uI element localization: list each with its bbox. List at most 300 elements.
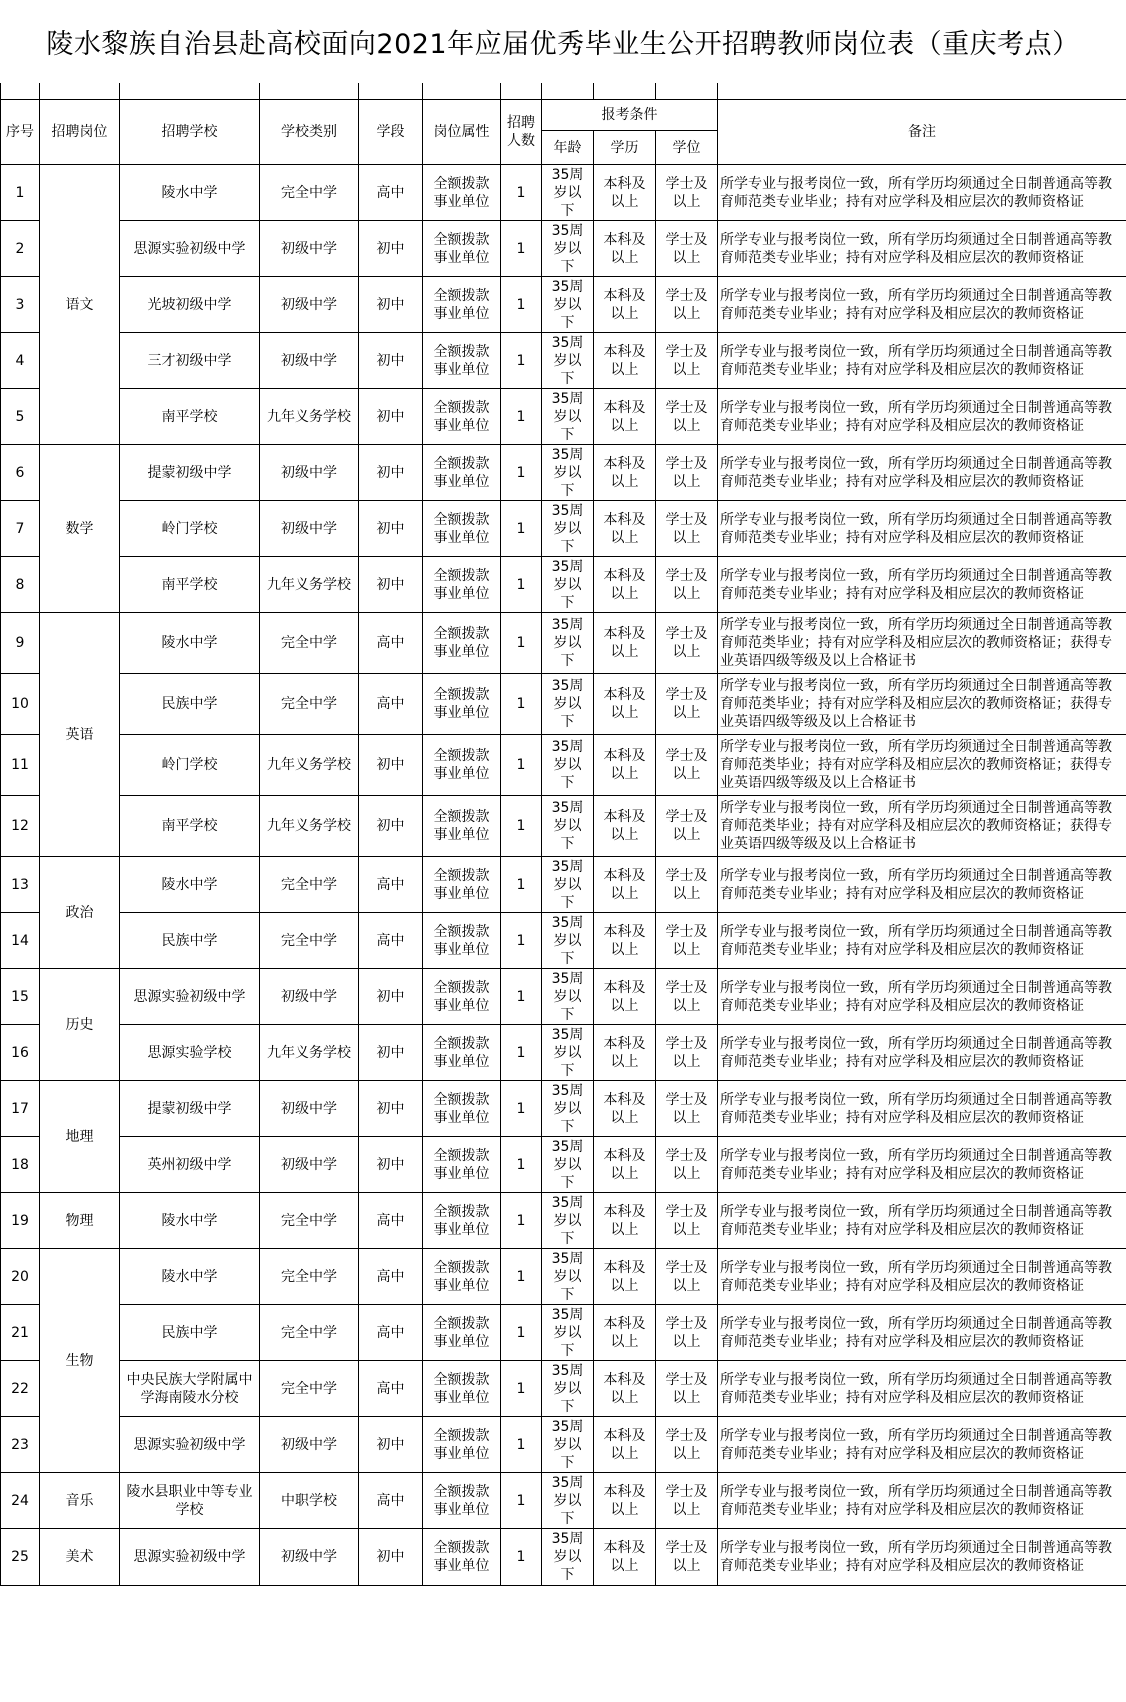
cell-attr: 全额拨款事业单位 — [423, 735, 501, 796]
cell-age: 35周岁以下 — [542, 735, 594, 796]
cell-school-type: 初级中学 — [260, 501, 359, 557]
cell-school-type: 完全中学 — [260, 913, 359, 969]
cell-remark: 所学专业与报考岗位一致，所有学历均须通过全日制普通高等教育师范类专业毕业；持有对应学科及相应层次的教师资格证 — [718, 1025, 1126, 1081]
cell-post: 音乐 — [40, 1473, 120, 1529]
cell-age: 35周岁以下 — [542, 277, 594, 333]
cell-school: 光坡初级中学 — [120, 277, 260, 333]
table-row — [1, 969, 1126, 1025]
cell-school-type: 完全中学 — [260, 165, 359, 221]
cell-attr: 全额拨款事业单位 — [423, 1529, 501, 1586]
header-edu: 学历 — [594, 131, 656, 165]
cell-edu: 本科及以上 — [594, 1417, 656, 1473]
cell-school-type: 初级中学 — [260, 969, 359, 1025]
cell-attr: 全额拨款事业单位 — [423, 913, 501, 969]
cell-seq: 9 — [1, 613, 40, 674]
cell-seq: 20 — [1, 1249, 40, 1305]
cell-remark: 所学专业与报考岗位一致，所有学历均须通过全日制普通高等教育师范类专业毕业；持有对应学科及相应层次的教师资格证 — [718, 501, 1126, 557]
cell-school-type: 完全中学 — [260, 613, 359, 674]
cell-remark: 所学专业与报考岗位一致，所有学历均须通过全日制普通高等教育师范类专业毕业；持有对应学科及相应层次的教师资格证 — [718, 969, 1126, 1025]
cell-post: 生物 — [40, 1249, 120, 1473]
cell-remark: 所学专业与报考岗位一致，所有学历均须通过全日制普通高等教育师范类专业毕业；持有对应学科及相应层次的教师资格证 — [718, 1417, 1126, 1473]
cell-school-type: 完全中学 — [260, 1361, 359, 1417]
cell-age: 35周岁以下 — [542, 1529, 594, 1586]
cell-attr: 全额拨款事业单位 — [423, 1193, 501, 1249]
cell-edu: 本科及以上 — [594, 1081, 656, 1137]
table-body — [1, 165, 1126, 1586]
cell-school-type: 初级中学 — [260, 221, 359, 277]
cell-remark: 所学专业与报考岗位一致，所有学历均须通过全日制普通高等教育师范类专业毕业；持有对应学科及相应层次的教师资格证 — [718, 1249, 1126, 1305]
cell-edu: 本科及以上 — [594, 165, 656, 221]
cell-attr: 全额拨款事业单位 — [423, 1137, 501, 1193]
cell-edu: 本科及以上 — [594, 1529, 656, 1586]
cell-level: 初中 — [359, 277, 423, 333]
cell-level: 高中 — [359, 674, 423, 735]
cell-seq: 4 — [1, 333, 40, 389]
table-row — [1, 165, 1126, 221]
cell-remark: 所学专业与报考岗位一致，所有学历均须通过全日制普通高等教育师范类专业毕业；持有对应学科及相应层次的教师资格证 — [718, 1081, 1126, 1137]
cell-degree: 学士及以上 — [656, 857, 718, 913]
cell-school-type: 九年义务学校 — [260, 389, 359, 445]
cell-edu: 本科及以上 — [594, 1137, 656, 1193]
cell-school-type: 初级中学 — [260, 1081, 359, 1137]
cell-edu: 本科及以上 — [594, 1249, 656, 1305]
cell-age: 35周岁以下 — [542, 1417, 594, 1473]
cell-school-type: 完全中学 — [260, 1305, 359, 1361]
cell-edu: 本科及以上 — [594, 913, 656, 969]
cell-attr: 全额拨款事业单位 — [423, 674, 501, 735]
cell-school: 英州初级中学 — [120, 1137, 260, 1193]
cell-count: 1 — [501, 1249, 542, 1305]
cell-school-type: 中职学校 — [260, 1473, 359, 1529]
cell-post: 地理 — [40, 1081, 120, 1193]
cell-remark: 所学专业与报考岗位一致，所有学历均须通过全日制普通高等教育师范类专业毕业；持有对应学科及相应层次的教师资格证 — [718, 1305, 1126, 1361]
cell-level: 高中 — [359, 857, 423, 913]
table-row — [1, 1137, 1126, 1193]
cell-age: 35周岁以下 — [542, 1305, 594, 1361]
cell-post: 美术 — [40, 1529, 120, 1586]
cell-attr: 全额拨款事业单位 — [423, 796, 501, 857]
cell-count: 1 — [501, 857, 542, 913]
table-row — [1, 1529, 1126, 1586]
header-post: 招聘岗位 — [40, 100, 120, 165]
cell-count: 1 — [501, 1305, 542, 1361]
cell-edu: 本科及以上 — [594, 1025, 656, 1081]
cell-remark: 所学专业与报考岗位一致，所有学历均须通过全日制普通高等教育师范类专业毕业；持有对应学科及相应层次的教师资格证 — [718, 1361, 1126, 1417]
cell-seq: 24 — [1, 1473, 40, 1529]
cell-degree: 学士及以上 — [656, 1025, 718, 1081]
cell-school-type: 九年义务学校 — [260, 735, 359, 796]
cell-edu: 本科及以上 — [594, 857, 656, 913]
cell-age: 35周岁以下 — [542, 1193, 594, 1249]
cell-count: 1 — [501, 333, 542, 389]
cell-attr: 全额拨款事业单位 — [423, 221, 501, 277]
table-row — [1, 389, 1126, 445]
cell-attr: 全额拨款事业单位 — [423, 333, 501, 389]
cell-seq: 1 — [1, 165, 40, 221]
cell-degree: 学士及以上 — [656, 1417, 718, 1473]
cell-count: 1 — [501, 796, 542, 857]
header-school: 招聘学校 — [120, 100, 260, 165]
cell-attr: 全额拨款事业单位 — [423, 1473, 501, 1529]
cell-degree: 学士及以上 — [656, 277, 718, 333]
cell-attr: 全额拨款事业单位 — [423, 1417, 501, 1473]
cell-remark: 所学专业与报考岗位一致，所有学历均须通过全日制普通高等教育师范类专业毕业；持有对应学科及相应层次的教师资格证 — [718, 333, 1126, 389]
cell-remark: 所学专业与报考岗位一致，所有学历均须通过全日制普通高等教育师范类专业毕业；持有对应学科及相应层次的教师资格证 — [718, 1193, 1126, 1249]
cell-degree: 学士及以上 — [656, 969, 718, 1025]
cell-edu: 本科及以上 — [594, 674, 656, 735]
cell-count: 1 — [501, 735, 542, 796]
cell-age: 35周岁以下 — [542, 1249, 594, 1305]
cell-level: 初中 — [359, 389, 423, 445]
table-row — [1, 796, 1126, 857]
header-conditions: 报考条件 — [542, 100, 718, 131]
cell-degree: 学士及以上 — [656, 913, 718, 969]
cell-edu: 本科及以上 — [594, 969, 656, 1025]
header-seq: 序号 — [1, 100, 40, 165]
cell-level: 初中 — [359, 557, 423, 613]
cell-post: 物理 — [40, 1193, 120, 1249]
cell-school: 民族中学 — [120, 913, 260, 969]
cell-school: 陵水中学 — [120, 165, 260, 221]
cell-school: 思源实验初级中学 — [120, 1417, 260, 1473]
header-level: 学段 — [359, 100, 423, 165]
cell-school: 南平学校 — [120, 389, 260, 445]
cell-level: 初中 — [359, 1137, 423, 1193]
cell-seq: 14 — [1, 913, 40, 969]
cell-age: 35周岁以下 — [542, 796, 594, 857]
cell-remark: 所学专业与报考岗位一致，所有学历均须通过全日制普通高等教育师范类专业毕业；持有对应学科及相应层次的教师资格证 — [718, 1137, 1126, 1193]
cell-level: 高中 — [359, 1305, 423, 1361]
cell-attr: 全额拨款事业单位 — [423, 445, 501, 501]
cell-count: 1 — [501, 1473, 542, 1529]
cell-seq: 15 — [1, 969, 40, 1025]
cell-remark: 所学专业与报考岗位一致，所有学历均须通过全日制普通高等教育师范类专业毕业；持有对应学科及相应层次的教师资格证 — [718, 165, 1126, 221]
header-age: 年龄 — [542, 131, 594, 165]
cell-edu: 本科及以上 — [594, 1473, 656, 1529]
cell-degree: 学士及以上 — [656, 796, 718, 857]
cell-school: 民族中学 — [120, 1305, 260, 1361]
cell-age: 35周岁以下 — [542, 1137, 594, 1193]
cell-post: 历史 — [40, 969, 120, 1081]
table-row — [1, 735, 1126, 796]
table-row — [1, 1081, 1126, 1137]
cell-age: 35周岁以下 — [542, 501, 594, 557]
cell-seq: 10 — [1, 674, 40, 735]
cell-school-type: 初级中学 — [260, 1137, 359, 1193]
cell-degree: 学士及以上 — [656, 1305, 718, 1361]
header-band — [1, 83, 1126, 100]
cell-school-type: 九年义务学校 — [260, 796, 359, 857]
table-row — [1, 1193, 1126, 1249]
cell-count: 1 — [501, 277, 542, 333]
cell-remark: 所学专业与报考岗位一致，所有学历均须通过全日制普通高等教育师范类专业毕业；持有对应学科及相应层次的教师资格证 — [718, 277, 1126, 333]
cell-school-type: 初级中学 — [260, 1417, 359, 1473]
cell-count: 1 — [501, 221, 542, 277]
cell-school: 陵水中学 — [120, 1249, 260, 1305]
cell-age: 35周岁以下 — [542, 674, 594, 735]
cell-seq: 11 — [1, 735, 40, 796]
cell-attr: 全额拨款事业单位 — [423, 857, 501, 913]
cell-post: 英语 — [40, 613, 120, 857]
cell-attr: 全额拨款事业单位 — [423, 1081, 501, 1137]
cell-school: 提蒙初级中学 — [120, 445, 260, 501]
cell-count: 1 — [501, 674, 542, 735]
cell-level: 高中 — [359, 613, 423, 674]
cell-count: 1 — [501, 1361, 542, 1417]
cell-school: 三才初级中学 — [120, 333, 260, 389]
cell-remark: 所学专业与报考岗位一致，所有学历均须通过全日制普通高等教育师范类毕业；持有对应学科及相应层次的教师资格证；获得专业英语四级等级及以上合格证书 — [718, 674, 1126, 735]
cell-age: 35周岁以下 — [542, 857, 594, 913]
cell-level: 高中 — [359, 1473, 423, 1529]
cell-seq: 19 — [1, 1193, 40, 1249]
cell-degree: 学士及以上 — [656, 221, 718, 277]
cell-school: 岭门学校 — [120, 735, 260, 796]
cell-count: 1 — [501, 445, 542, 501]
cell-level: 初中 — [359, 221, 423, 277]
cell-age: 35周岁以下 — [542, 913, 594, 969]
cell-age: 35周岁以下 — [542, 1473, 594, 1529]
cell-age: 35周岁以下 — [542, 1081, 594, 1137]
cell-count: 1 — [501, 913, 542, 969]
cell-seq: 21 — [1, 1305, 40, 1361]
cell-school: 陵水中学 — [120, 613, 260, 674]
cell-school: 提蒙初级中学 — [120, 1081, 260, 1137]
cell-school-type: 九年义务学校 — [260, 557, 359, 613]
cell-attr: 全额拨款事业单位 — [423, 389, 501, 445]
cell-post: 政治 — [40, 857, 120, 969]
cell-age: 35周岁以下 — [542, 221, 594, 277]
cell-seq: 13 — [1, 857, 40, 913]
table-row — [1, 333, 1126, 389]
cell-seq: 23 — [1, 1417, 40, 1473]
cell-count: 1 — [501, 165, 542, 221]
cell-count: 1 — [501, 1417, 542, 1473]
cell-count: 1 — [501, 969, 542, 1025]
cell-school: 陵水县职业中等专业学校 — [120, 1473, 260, 1529]
cell-level: 初中 — [359, 796, 423, 857]
recruitment-table — [0, 83, 1126, 1586]
cell-attr: 全额拨款事业单位 — [423, 277, 501, 333]
header-attr: 岗位属性 — [423, 100, 501, 165]
cell-edu: 本科及以上 — [594, 1305, 656, 1361]
cell-level: 初中 — [359, 1529, 423, 1586]
cell-degree: 学士及以上 — [656, 1081, 718, 1137]
table-row — [1, 1417, 1126, 1473]
cell-age: 35周岁以下 — [542, 613, 594, 674]
cell-attr: 全额拨款事业单位 — [423, 613, 501, 674]
cell-count: 1 — [501, 1137, 542, 1193]
cell-school: 南平学校 — [120, 557, 260, 613]
cell-school-type: 完全中学 — [260, 674, 359, 735]
cell-level: 高中 — [359, 913, 423, 969]
cell-school: 南平学校 — [120, 796, 260, 857]
cell-count: 1 — [501, 1081, 542, 1137]
cell-degree: 学士及以上 — [656, 389, 718, 445]
cell-level: 高中 — [359, 1193, 423, 1249]
cell-edu: 本科及以上 — [594, 221, 656, 277]
cell-degree: 学士及以上 — [656, 735, 718, 796]
cell-count: 1 — [501, 613, 542, 674]
cell-degree: 学士及以上 — [656, 1193, 718, 1249]
cell-level: 高中 — [359, 1361, 423, 1417]
cell-school: 思源实验初级中学 — [120, 1529, 260, 1586]
cell-seq: 12 — [1, 796, 40, 857]
header-remark: 备注 — [718, 100, 1126, 165]
cell-edu: 本科及以上 — [594, 735, 656, 796]
cell-edu: 本科及以上 — [594, 333, 656, 389]
cell-attr: 全额拨款事业单位 — [423, 1025, 501, 1081]
cell-level: 初中 — [359, 1081, 423, 1137]
cell-age: 35周岁以下 — [542, 165, 594, 221]
cell-attr: 全额拨款事业单位 — [423, 557, 501, 613]
cell-school: 思源实验学校 — [120, 1025, 260, 1081]
table-row — [1, 1025, 1126, 1081]
cell-count: 1 — [501, 557, 542, 613]
table-row — [1, 913, 1126, 969]
cell-school: 陵水中学 — [120, 1193, 260, 1249]
cell-degree: 学士及以上 — [656, 1529, 718, 1586]
cell-age: 35周岁以下 — [542, 969, 594, 1025]
cell-edu: 本科及以上 — [594, 1361, 656, 1417]
cell-edu: 本科及以上 — [594, 501, 656, 557]
cell-edu: 本科及以上 — [594, 389, 656, 445]
cell-school: 思源实验初级中学 — [120, 221, 260, 277]
cell-edu: 本科及以上 — [594, 277, 656, 333]
cell-remark: 所学专业与报考岗位一致，所有学历均须通过全日制普通高等教育师范类毕业；持有对应学科及相应层次的教师资格证；获得专业英语四级等级及以上合格证书 — [718, 613, 1126, 674]
cell-count: 1 — [501, 501, 542, 557]
cell-edu: 本科及以上 — [594, 796, 656, 857]
header-school-type: 学校类别 — [260, 100, 359, 165]
cell-level: 初中 — [359, 735, 423, 796]
cell-remark: 所学专业与报考岗位一致，所有学历均须通过全日制普通高等教育师范类毕业；持有对应学科及相应层次的教师资格证；获得专业英语四级等级及以上合格证书 — [718, 735, 1126, 796]
cell-level: 初中 — [359, 333, 423, 389]
cell-seq: 17 — [1, 1081, 40, 1137]
cell-degree: 学士及以上 — [656, 1137, 718, 1193]
cell-degree: 学士及以上 — [656, 501, 718, 557]
cell-edu: 本科及以上 — [594, 557, 656, 613]
cell-edu: 本科及以上 — [594, 613, 656, 674]
cell-attr: 全额拨款事业单位 — [423, 1361, 501, 1417]
table-row — [1, 1249, 1126, 1305]
cell-school: 思源实验初级中学 — [120, 969, 260, 1025]
page-title: 陵水黎族自治县赴高校面向2021年应届优秀毕业生公开招聘教师岗位表（重庆考点） — [46, 29, 1080, 60]
cell-school-type: 完全中学 — [260, 857, 359, 913]
cell-post: 语文 — [40, 165, 120, 445]
cell-edu: 本科及以上 — [594, 445, 656, 501]
cell-degree: 学士及以上 — [656, 557, 718, 613]
cell-school: 陵水中学 — [120, 857, 260, 913]
table-row — [1, 277, 1126, 333]
table-row — [1, 221, 1126, 277]
cell-attr: 全额拨款事业单位 — [423, 165, 501, 221]
cell-remark: 所学专业与报考岗位一致，所有学历均须通过全日制普通高等教育师范类专业毕业；持有对应学科及相应层次的教师资格证 — [718, 445, 1126, 501]
table-header — [1, 83, 1126, 165]
cell-age: 35周岁以下 — [542, 333, 594, 389]
cell-age: 35周岁以下 — [542, 1361, 594, 1417]
cell-seq: 25 — [1, 1529, 40, 1586]
cell-count: 1 — [501, 1193, 542, 1249]
cell-level: 初中 — [359, 445, 423, 501]
cell-remark: 所学专业与报考岗位一致，所有学历均须通过全日制普通高等教育师范类专业毕业；持有对应学科及相应层次的教师资格证 — [718, 221, 1126, 277]
table-row — [1, 613, 1126, 674]
cell-school-type: 初级中学 — [260, 277, 359, 333]
header-degree: 学位 — [656, 131, 718, 165]
cell-degree: 学士及以上 — [656, 613, 718, 674]
cell-seq: 3 — [1, 277, 40, 333]
cell-seq: 2 — [1, 221, 40, 277]
table-row — [1, 557, 1126, 613]
table-row — [1, 501, 1126, 557]
table-row — [1, 1361, 1126, 1417]
cell-count: 1 — [501, 1529, 542, 1586]
cell-count: 1 — [501, 389, 542, 445]
cell-school: 民族中学 — [120, 674, 260, 735]
cell-level: 初中 — [359, 969, 423, 1025]
cell-school-type: 九年义务学校 — [260, 1025, 359, 1081]
cell-school-type: 完全中学 — [260, 1193, 359, 1249]
cell-remark: 所学专业与报考岗位一致，所有学历均须通过全日制普通高等教育师范类专业毕业；持有对应学科及相应层次的教师资格证 — [718, 389, 1126, 445]
cell-seq: 5 — [1, 389, 40, 445]
table-row — [1, 1473, 1126, 1529]
cell-seq: 18 — [1, 1137, 40, 1193]
cell-remark: 所学专业与报考岗位一致，所有学历均须通过全日制普通高等教育师范类专业毕业；持有对应学科及相应层次的教师资格证 — [718, 1473, 1126, 1529]
cell-remark: 所学专业与报考岗位一致，所有学历均须通过全日制普通高等教育师范类毕业；持有对应学科及相应层次的教师资格证；获得专业英语四级等级及以上合格证书 — [718, 796, 1126, 857]
cell-degree: 学士及以上 — [656, 674, 718, 735]
cell-seq: 16 — [1, 1025, 40, 1081]
cell-attr: 全额拨款事业单位 — [423, 1249, 501, 1305]
table-row — [1, 857, 1126, 913]
cell-school-type: 初级中学 — [260, 1529, 359, 1586]
cell-attr: 全额拨款事业单位 — [423, 1305, 501, 1361]
cell-age: 35周岁以下 — [542, 445, 594, 501]
header-count: 招聘人数 — [501, 100, 542, 165]
cell-level: 高中 — [359, 1249, 423, 1305]
cell-school-type: 初级中学 — [260, 333, 359, 389]
cell-remark: 所学专业与报考岗位一致，所有学历均须通过全日制普通高等教育师范类专业毕业；持有对应学科及相应层次的教师资格证 — [718, 557, 1126, 613]
cell-attr: 全额拨款事业单位 — [423, 501, 501, 557]
cell-count: 1 — [501, 1025, 542, 1081]
cell-level: 初中 — [359, 1417, 423, 1473]
cell-age: 35周岁以下 — [542, 557, 594, 613]
cell-edu: 本科及以上 — [594, 1193, 656, 1249]
cell-age: 35周岁以下 — [542, 389, 594, 445]
cell-seq: 8 — [1, 557, 40, 613]
table-row — [1, 1305, 1126, 1361]
cell-seq: 22 — [1, 1361, 40, 1417]
cell-post: 数学 — [40, 445, 120, 613]
cell-degree: 学士及以上 — [656, 1473, 718, 1529]
cell-age: 35周岁以下 — [542, 1025, 594, 1081]
cell-degree: 学士及以上 — [656, 445, 718, 501]
cell-school-type: 完全中学 — [260, 1249, 359, 1305]
cell-degree: 学士及以上 — [656, 1249, 718, 1305]
cell-school-type: 初级中学 — [260, 445, 359, 501]
cell-degree: 学士及以上 — [656, 165, 718, 221]
cell-attr: 全额拨款事业单位 — [423, 969, 501, 1025]
cell-seq: 7 — [1, 501, 40, 557]
table-row — [1, 445, 1126, 501]
cell-seq: 6 — [1, 445, 40, 501]
cell-level: 高中 — [359, 165, 423, 221]
cell-remark: 所学专业与报考岗位一致，所有学历均须通过全日制普通高等教育师范类专业毕业；持有对应学科及相应层次的教师资格证 — [718, 1529, 1126, 1586]
cell-school: 中央民族大学附属中学海南陵水分校 — [120, 1361, 260, 1417]
cell-degree: 学士及以上 — [656, 333, 718, 389]
cell-remark: 所学专业与报考岗位一致，所有学历均须通过全日制普通高等教育师范类专业毕业；持有对应学科及相应层次的教师资格证 — [718, 857, 1126, 913]
cell-level: 初中 — [359, 1025, 423, 1081]
table-row — [1, 674, 1126, 735]
cell-level: 初中 — [359, 501, 423, 557]
cell-degree: 学士及以上 — [656, 1361, 718, 1417]
